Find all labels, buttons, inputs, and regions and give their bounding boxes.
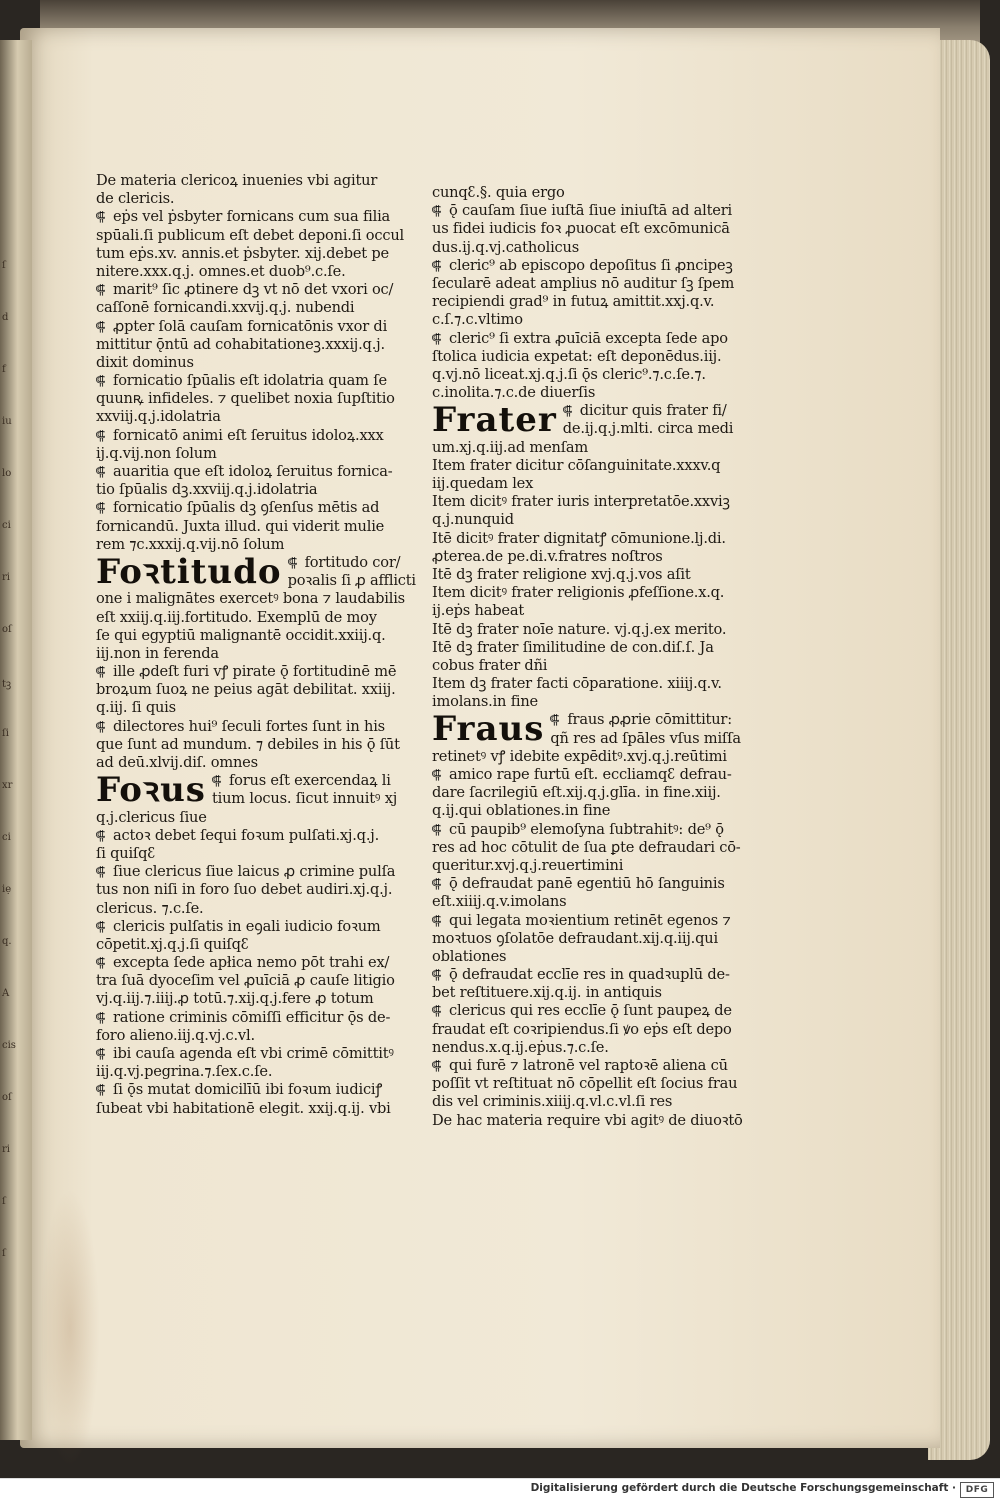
text-line xyxy=(432,366,762,384)
pilcrow-icon: ⸿ xyxy=(95,1083,106,1099)
line-text: ratione criminis cōmiſſi efficitur ǭs de- xyxy=(113,1008,391,1026)
text-line xyxy=(432,1021,762,1039)
text-line xyxy=(96,518,396,536)
line-text: de clericis. xyxy=(96,190,175,208)
facing-page-fragment: lo xyxy=(2,468,12,479)
line-text: q.iij. ſi quis xyxy=(96,699,176,717)
line-text: Itē dꝫ frater noīe nature. vj.q.j.ex merito. xyxy=(432,620,727,638)
paragraph-line xyxy=(432,1057,762,1075)
text-line xyxy=(96,809,396,827)
text-line xyxy=(96,972,396,990)
text-line xyxy=(96,735,400,754)
line-text: qui legata moꝛientium retinēt egenos ⁊ xyxy=(449,911,731,929)
line-text: spūali.ſi publicum eſt debet deponi.ſi occul xyxy=(96,226,405,244)
line-text: Item frater dicitur cōſanguinitate.xxxv.q xyxy=(432,456,721,474)
pilcrow-icon: ⸿ xyxy=(431,768,442,783)
line-text: dare ſacrilegiū eſt.xij.q.j.glīa. in fine.xiij. xyxy=(432,784,721,802)
pilcrow-icon: ⸿ xyxy=(95,719,106,735)
facing-page-fragment: ci xyxy=(2,832,11,843)
fraus-headword: Fraus xyxy=(432,709,545,750)
paragraph-line xyxy=(432,966,762,984)
line-text: iij.q.vj.pegrina.⁊.ſex.c.ſe. xyxy=(96,1063,273,1081)
line-text: ꝓterea.de pe.di.v.fratres noſtros xyxy=(432,547,663,565)
facing-page-edge xyxy=(0,40,32,1440)
text-line xyxy=(432,857,762,875)
text-line xyxy=(432,802,762,820)
line-text: ſiue clericus ſiue laicus ꝓ crimine pulſa xyxy=(113,863,396,881)
line-text: q.j.nunquid xyxy=(432,511,514,529)
line-text: ſi ǭs mutat domicilīū ibi foꝛum iudiciꝭ xyxy=(113,1081,383,1099)
fortitudo-headword: Foꝛtitudo xyxy=(96,551,282,592)
text-line xyxy=(432,220,762,238)
text-line xyxy=(432,621,762,639)
facing-page-fragment: d xyxy=(2,312,9,323)
text-line xyxy=(563,420,734,438)
pilcrow-icon: ⸿ xyxy=(431,204,442,220)
pilcrow-icon: ⸿ xyxy=(95,210,106,226)
text-line xyxy=(432,602,762,620)
line-text: auaritia que eſt idoloꝝ ſeruitus fornica- xyxy=(113,463,393,480)
text-line xyxy=(96,845,396,863)
text-line xyxy=(432,584,762,602)
line-text: fornicatō animi eſt ſeruitus idoloꝝ.xxx xyxy=(113,426,384,444)
line-text: ibi cauſa agenda eſt vbi crimē cōmittitꝰ xyxy=(113,1045,394,1062)
text-line xyxy=(432,948,762,966)
line-text: q.ij.qui oblationes.in fine xyxy=(432,802,611,820)
line-text: retinetꝰ vꝭ idebite expēditꝰ.xvj.q.j.reūtimi xyxy=(432,747,727,765)
paragraph-line xyxy=(96,827,396,845)
text-line xyxy=(563,402,734,420)
line-text: oblationes xyxy=(432,947,507,965)
line-text: dilectores hui⁹ ſeculi fortes ſunt in his xyxy=(113,717,385,735)
fortitudo-entry-head xyxy=(96,551,416,592)
line-text: one i malignātes exercetꝰ bona ⁊ laudabilis xyxy=(96,590,405,608)
paragraph-line xyxy=(96,1009,396,1027)
facing-page-fragment: ri xyxy=(2,572,10,583)
line-text: clericus. ⁊.c.ſe. xyxy=(96,899,204,917)
text-line xyxy=(96,681,396,699)
pilcrow-icon: ⸿ xyxy=(95,465,106,480)
text-line xyxy=(96,226,405,245)
paragraph-line xyxy=(432,821,762,839)
text-line xyxy=(432,1112,762,1130)
line-text: eſt xxiij.q.iij.fortitudo. Exemplū de moy xyxy=(96,608,377,626)
facing-page-fragment: ſ xyxy=(2,1196,6,1207)
pilcrow-icon: ⸿ xyxy=(562,404,572,420)
paper-stain xyxy=(40,1188,100,1468)
line-text: rem ⁊c.xxxij.q.vij.nō ſolum xyxy=(96,535,285,553)
facing-page-fragment: q. xyxy=(2,936,12,947)
text-line xyxy=(432,839,762,857)
line-text: poſſit vt reſtituat nō cōpellit eſt ſocius frau xyxy=(432,1075,738,1093)
line-text: ille ꝓdeſt furi vꝭ pirate ǭ fortitudinē mē xyxy=(113,663,397,681)
pilcrow-icon: ⸿ xyxy=(95,374,106,390)
text-line xyxy=(96,336,396,354)
line-text: tra ſuā dyoceſim vel ꝓuīciā ꝓ cauſe litigio xyxy=(96,972,395,990)
line-text: Item dicitꝰ frater iuris interpretatōe.xxviꝫ xyxy=(432,493,730,511)
frater-entry-head xyxy=(432,400,762,441)
line-text: quunꝶ infideles. ⁊ quelibet noxia ſupſtitio xyxy=(96,390,395,408)
line-text: ij.eṗs habeat xyxy=(432,602,524,620)
line-text: fortitudo cor/ xyxy=(304,553,401,571)
line-text: ǭ cauſam ſiue iuſtā ſiue iniuſtā ad alteri xyxy=(449,202,732,220)
text-line xyxy=(96,609,396,627)
text-line xyxy=(96,1063,396,1081)
pilcrow-icon: ⸿ xyxy=(286,555,297,571)
line-text: tium locus. ſicut innuitꝰ xj xyxy=(211,790,398,808)
line-text: foro alieno.iij.q.vj.c.vl. xyxy=(96,1026,255,1044)
text-line xyxy=(432,439,762,457)
text-line xyxy=(96,936,396,954)
pilcrow-icon: ⸿ xyxy=(95,501,106,517)
line-text: cobus frater dñi xyxy=(432,656,548,674)
pilcrow-icon: ⸿ xyxy=(431,877,442,893)
text-line xyxy=(432,275,762,293)
line-text: tus non niſi in foro ſuo debet audiri.xj.q.j. xyxy=(96,881,393,899)
footer-bar xyxy=(0,1478,1000,1500)
text-line xyxy=(212,790,397,808)
line-text: ij.q.vij.non ſolum xyxy=(96,444,217,462)
text-line xyxy=(96,900,396,918)
text-line xyxy=(96,263,396,281)
text-line xyxy=(432,566,762,584)
line-text: ſe qui egyptiū malignantē occidit.xxiij.q. xyxy=(96,626,386,644)
facing-page-fragment: iu xyxy=(2,416,12,427)
line-text: mittitur ǭntū ad cohabitationeꝫ.xxxij.q.j. xyxy=(96,335,385,353)
text-line xyxy=(432,293,762,311)
text-line xyxy=(432,475,762,493)
text-line xyxy=(288,554,416,572)
line-text: vj.q.iij.⁊.iiij.ꝓ totū.⁊.xij.q.j.fere ꝓ totum xyxy=(96,990,374,1008)
line-text: ꝓpter ſolā cauſam fornicatōnis vxor di xyxy=(113,317,388,335)
paragraph-line xyxy=(432,1002,762,1020)
line-text: c.ſ.⁊.c.vltimo xyxy=(432,311,523,329)
text-line xyxy=(212,772,397,790)
line-text: recipiendi grad⁹ in futuꝝ amittit.xxj.q.v. xyxy=(432,293,715,311)
facing-page-fragment: ſi xyxy=(2,728,9,739)
text-line xyxy=(96,354,396,372)
paragraph-line xyxy=(96,208,396,226)
line-text: fornicatio ſpūalis eſt idolatria quam ſe xyxy=(113,372,387,390)
text-line xyxy=(432,548,762,566)
line-text: ſi quiſqꜫ xyxy=(96,844,156,862)
text-line xyxy=(432,675,762,693)
pilcrow-icon: ⸿ xyxy=(95,1010,106,1026)
line-text: dus.ij.q.vj.catholicus xyxy=(432,238,580,256)
pilcrow-icon: ⸿ xyxy=(95,828,106,844)
text-line xyxy=(96,481,396,499)
facing-page-fragment: ri xyxy=(2,1144,10,1155)
line-text: imolans.in fine xyxy=(432,693,538,711)
text-line xyxy=(432,930,762,948)
line-text: ǭ defraudat ecclīe res in quadꝛuplū de- xyxy=(449,966,730,984)
fraus-entry-head xyxy=(432,709,762,750)
line-text: tum eṗs.xv. annis.et ṗsbyter. xij.debet pe xyxy=(96,244,389,262)
text-line xyxy=(96,881,396,899)
line-text: fraus ꝓꝓrie cōmittitur: xyxy=(567,711,732,729)
text-line xyxy=(550,730,740,748)
pilcrow-icon: ⸿ xyxy=(431,258,442,274)
text-line xyxy=(432,657,762,675)
paragraph-line xyxy=(96,427,396,445)
line-text: res ad hoc cōtulit de ſua ꝑte defraudari cō- xyxy=(432,838,741,856)
paragraph-line xyxy=(432,875,762,893)
line-text: caſſonē fornicandi.xxvij.q.j. nubendi xyxy=(96,299,355,317)
line-text: qñ res ad ſpāles vſus miſſa xyxy=(550,729,741,747)
line-text: us fidei iudicis foꝛ ꝓuocat eſt excōmunicā xyxy=(432,220,730,238)
dfg-logo-icon: DFG xyxy=(960,1482,994,1498)
line-text: fornicatio ſpūalis dꝫ ꝯſenſus mētis ad xyxy=(113,499,380,517)
paragraph-line xyxy=(432,912,762,930)
text-line xyxy=(432,984,762,1002)
pilcrow-icon: ⸿ xyxy=(431,1004,442,1020)
line-text: actoꝛ debet ſequi foꝛum pulſati.xj.q.j. xyxy=(113,826,380,844)
pilcrow-icon: ⸿ xyxy=(549,713,560,729)
facing-page-fragment: ſ xyxy=(2,1248,6,1259)
text-line xyxy=(432,348,762,366)
pilcrow-icon: ⸿ xyxy=(211,774,222,790)
line-text: xxviij.q.j.idolatria xyxy=(96,408,221,426)
pilcrow-icon: ⸿ xyxy=(95,865,106,881)
line-text: ſubeat vbi habitationē elegit. xxij.q.ij. vbi xyxy=(96,1099,391,1117)
line-text: fornicandū. Juxta illud. qui viderit mulie xyxy=(96,517,385,535)
facing-page-fragment: oſ xyxy=(2,624,12,635)
line-text: dicitur quis frater fi/ xyxy=(579,402,727,420)
paragraph-line xyxy=(432,766,762,784)
line-text: forus eſt exercendaꝝ li xyxy=(228,772,391,790)
line-text: nitere.xxx.q.j. omnes.et duob⁹.c.ſe. xyxy=(96,262,346,280)
pilcrow-icon: ⸿ xyxy=(95,919,106,935)
text-line xyxy=(432,748,762,766)
line-text: cleric⁹ ſi extra ꝓuīciā excepta ſede apo xyxy=(449,329,728,347)
line-text: clericis pulſatis in eꝯali iudicio foꝛum xyxy=(113,917,381,935)
line-text: fraudat eſt coꝛripiendus.ſi ꝟo eṗs eſt depo xyxy=(432,1020,732,1038)
line-text: cōpetit.xj.q.j.ſi quiſqꜫ xyxy=(96,935,249,953)
paragraph-line xyxy=(96,463,396,481)
pilcrow-icon: ⸿ xyxy=(431,913,442,929)
paragraph-line xyxy=(432,330,762,348)
line-text: c.inolita.⁊.c.de diuerſis xyxy=(432,384,596,402)
facing-page-fragment: oſ xyxy=(2,1092,12,1103)
line-text: dis vel criminis.xiiij.q.vl.c.vl.ſi res xyxy=(432,1093,673,1111)
text-line xyxy=(96,627,396,645)
line-text: poꝛalis ſi ꝓ afflicti xyxy=(287,572,416,590)
line-text: bet reſtituere.xij.q.ij. in antiquis xyxy=(432,984,662,1002)
paragraph-line xyxy=(96,954,396,972)
text-line xyxy=(96,590,405,608)
facing-page-fragment: tꝫ xyxy=(2,679,12,690)
facing-page-fragment: ſ xyxy=(2,260,6,271)
text-line xyxy=(432,893,762,911)
right-text-column xyxy=(432,184,762,1130)
paragraph-line xyxy=(96,918,396,936)
paragraph-line xyxy=(432,257,762,275)
facing-page-fragment: iẹ xyxy=(2,884,12,895)
paragraph-line xyxy=(96,663,396,681)
paragraph-line xyxy=(96,863,396,881)
text-line xyxy=(96,245,396,263)
line-text: cū paupib⁹ elemoſyna ſubtrahitꝰ: de⁹ ǭ xyxy=(449,820,724,838)
forus-entry-head xyxy=(96,770,398,811)
text-line xyxy=(432,184,762,202)
text-line xyxy=(432,530,762,548)
text-line xyxy=(96,699,396,717)
pilcrow-icon: ⸿ xyxy=(431,331,442,347)
facing-page-fragment: f xyxy=(2,364,6,375)
text-line xyxy=(432,784,762,802)
text-line xyxy=(96,1027,396,1045)
forus-headword: Foꝛus xyxy=(96,770,206,811)
pilcrow-icon: ⸿ xyxy=(95,956,106,972)
line-text: cunqꜫ.§. quia ergo xyxy=(432,184,565,201)
line-text: ad deū.xlvij.diſ. omnes xyxy=(96,754,258,771)
text-line xyxy=(432,511,762,529)
line-text: excepta ſede apłica nemo pōt trahi ex/ xyxy=(113,954,390,972)
line-text: Itē dicitꝰ frater dignitatꝭ cōmunione.lj.di. xyxy=(432,529,726,547)
line-text: ǭ defraudat panē egentiū hō ſanguinis xyxy=(449,875,725,893)
line-text: Item dꝫ frater facti cōparatione. xiiij.q.v. xyxy=(432,675,722,693)
text-line xyxy=(432,1039,762,1057)
line-text: moꝛtuos ꝯſolatōe defraudant.xij.q.iij.qui xyxy=(432,929,718,947)
pilcrow-icon: ⸿ xyxy=(95,428,106,444)
facing-page-fragment: xr xyxy=(2,780,13,791)
line-text: broꝝum ſuoꝝ ne peius agāt debilitat. xxiij. xyxy=(96,681,396,699)
text-line xyxy=(432,239,762,257)
line-text: ſtolica iudicia expetat: eſt deponēdus.iij. xyxy=(432,347,722,365)
text-line xyxy=(96,299,396,317)
text-line xyxy=(96,190,396,208)
text-line xyxy=(432,493,762,511)
paragraph-line xyxy=(96,372,396,390)
paragraph-line xyxy=(432,202,762,220)
text-line xyxy=(432,639,762,657)
line-text: um.xj.q.iij.ad menſam xyxy=(432,438,589,456)
paragraph-line xyxy=(96,1045,396,1063)
facing-page-fragment: cis xyxy=(2,1040,16,1051)
line-text: qui furē ⁊ latronē vel raptoꝛē aliena cū xyxy=(449,1057,728,1074)
line-text: marit⁹ ſic ꝓtinere dꝫ vt nō det vxori oc/ xyxy=(113,281,394,299)
facing-page-fragment: A xyxy=(2,988,10,999)
text-line xyxy=(96,408,396,426)
line-text: De materia clericoꝝ inuenies vbi agitur xyxy=(96,172,378,189)
pilcrow-icon: ⸿ xyxy=(95,319,106,335)
line-text: que ſunt ad mundum. ⁊ debiles in his ǭ ſūt xyxy=(96,735,400,753)
left-text-column xyxy=(95,172,416,1118)
line-text: eſt.xiiij.q.v.imolans xyxy=(432,893,567,911)
text-line xyxy=(550,711,740,729)
line-text: cleric⁹ ab episcopo depoſitus ſi ꝓncipeꝫ xyxy=(449,256,733,274)
text-line xyxy=(96,445,396,463)
pilcrow-icon: ⸿ xyxy=(431,822,442,838)
paragraph-line xyxy=(96,1081,396,1099)
line-text: amico rape furtū eſt. eccliamqꜫ defrau- xyxy=(449,766,732,783)
line-text: Itē dꝫ frater religione xvj.q.j.vos aſit xyxy=(432,565,691,583)
line-text: q.j.clericus ſiue xyxy=(96,808,207,826)
text-line xyxy=(96,172,396,190)
line-text: queritur.xvj.q.j.reuertimini xyxy=(432,856,624,874)
line-text: ſecularē adeat amplius nō auditur ſꝫ ſpem xyxy=(432,274,735,292)
paragraph-line xyxy=(96,718,396,736)
facing-page-fragment: ci xyxy=(2,520,11,531)
pilcrow-icon: ⸿ xyxy=(95,283,106,299)
pilcrow-icon: ⸿ xyxy=(431,968,442,984)
paragraph-line xyxy=(96,318,396,336)
pilcrow-icon: ⸿ xyxy=(431,1059,442,1074)
text-line xyxy=(432,1093,762,1111)
paragraph-line xyxy=(96,499,396,517)
text-line xyxy=(96,645,396,663)
line-text: de.ij.q.j.mlti. circa medi xyxy=(562,420,734,438)
line-text: eṗs vel ṗsbyter fornicans cum sua filia xyxy=(113,208,391,226)
line-text: iij.quedam lex xyxy=(432,475,534,492)
line-text: De hac materia require vbi agitꝰ de diuoꝛtō xyxy=(432,1111,743,1129)
text-line xyxy=(96,990,396,1008)
line-text: Itē dꝫ frater ſimilitudine de con.diſ.ſ. Ja xyxy=(432,638,714,656)
text-line xyxy=(432,311,762,329)
line-text: dixit dominus xyxy=(96,353,194,371)
line-text: nendus.x.q.ij.eṗus.⁊.c.ſe. xyxy=(432,1038,609,1056)
frater-headword: Frater xyxy=(432,400,557,441)
text-line xyxy=(96,1100,396,1118)
footer-credit: Digitalisierung gefördert durch die Deutsche Forschungsgemeinschaft · xyxy=(530,1482,956,1494)
line-text: q.vj.nō liceat.xj.q.j.ſi ǭs cleric⁹.⁊.c.ſe.⁊. xyxy=(432,365,706,383)
line-text: tio ſpūalis dꝫ.xxviij.q.j.idolatria xyxy=(96,481,318,499)
line-text: Item dicitꝰ frater religionis ꝓfeſſione.x.q. xyxy=(432,584,725,602)
line-text: iij.non in ferenda xyxy=(96,644,219,662)
pilcrow-icon: ⸿ xyxy=(95,1047,106,1062)
paragraph-line xyxy=(96,281,396,299)
text-line xyxy=(96,390,396,408)
text-line xyxy=(432,1075,762,1093)
pilcrow-icon: ⸿ xyxy=(95,665,106,681)
text-line xyxy=(432,457,762,475)
line-text: clericus qui res ecclīe ǭ ſunt paupeꝝ de xyxy=(449,1002,732,1020)
text-line xyxy=(288,572,416,590)
